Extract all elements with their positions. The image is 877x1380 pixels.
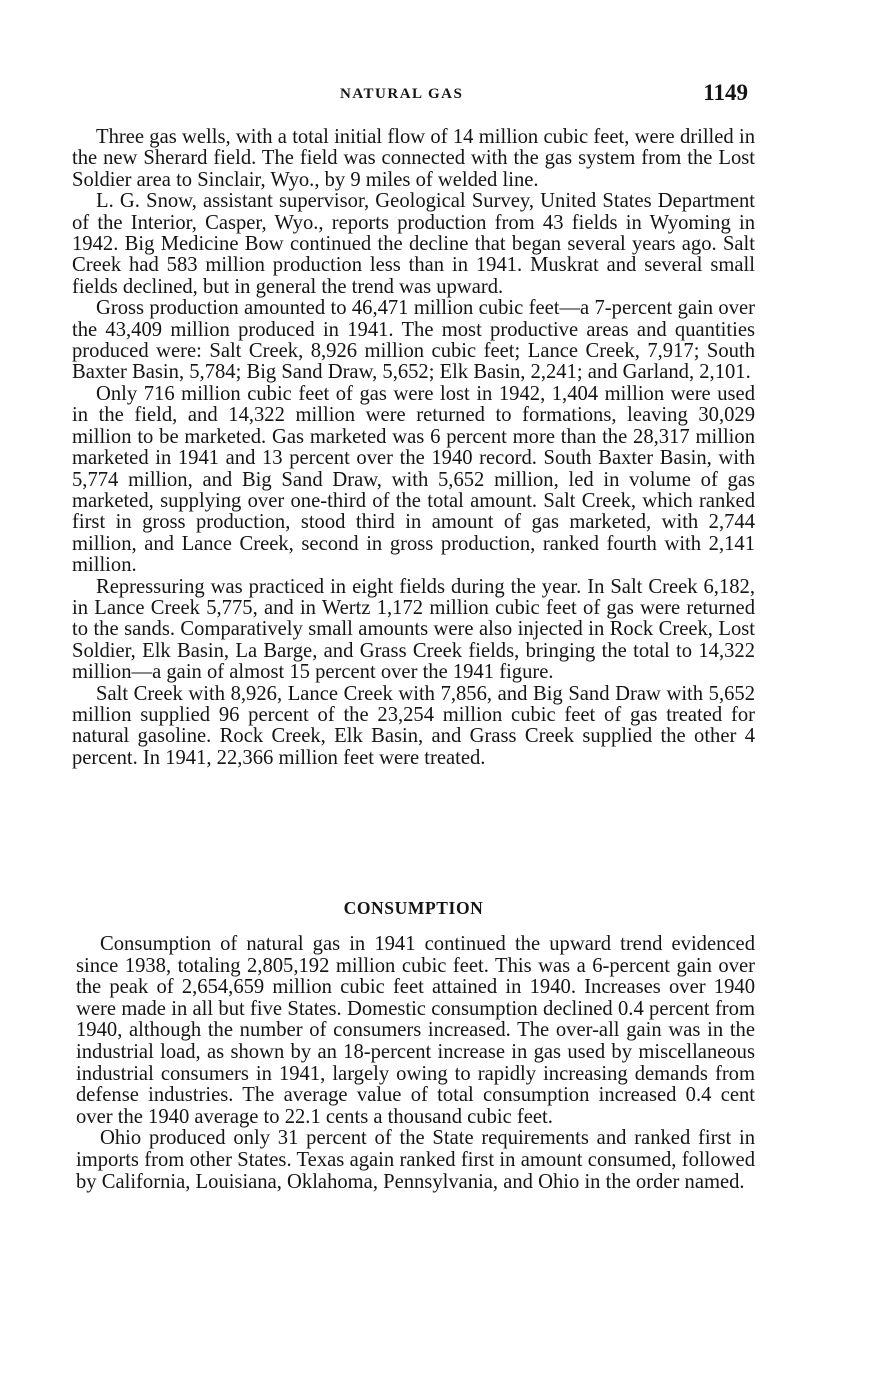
paragraph-natural-gasoline: Salt Creek with 8,926, Lance Creek with 7,856, and Big Sand Draw with 5,652 million supplied 96 percent of the 23,254 million cubic feet of gas treated for natural gasoline. Rock Creek, Elk Basin, and Grass Creek supplied the other 4 percent. In 1941, 22,366 million feet were treated. bbox=[72, 682, 755, 769]
page-number: 1149 bbox=[703, 80, 748, 105]
paragraph-consumption-trend: Consumption of natural gas in 1941 continued the upward trend evidenced since 1938, totaling 2,805,192 million cubic feet. This was a 6-percent gain over the peak of 2,654,659 million cubic feet attained in 1940. Increases over 1940 were made in all but five States. Domestic consumption declined 0.4 percent from 1940, although the number of consumers increased. The over-all gain was in the industrial load, as shown by an 18-percent increase in gas used by miscellaneous industrial consumers in 1941, largely owing to rapidly increasing demands from defense industries. The average value of total consumption increased 0.4 cent over the 1940 average to 22.1 cents a thousand cubic feet. bbox=[76, 933, 755, 1128]
running-head bbox=[72, 82, 752, 112]
consumption-body-text bbox=[76, 934, 755, 1193]
paragraph-gross-production: Gross production amounted to 46,471 million cubic feet—a 7-percent gain over the 43,409 million produced in 1941. The most productive areas and quantities produced were: Salt Creek, 8,926 million cubic feet; Lance Creek, 7,917; South Baxter Basin, 5,784; Big Sand Draw, 5,652; Elk Basin, 2,241; and Garland, 2,101. bbox=[72, 297, 755, 384]
body-text bbox=[72, 127, 755, 769]
paragraph-ohio-requirements: Ohio produced only 31 percent of the State requirements and ranked first in imports from other States. Texas again ranked first in amount consumed, followed by California, Louisiana, Oklahoma, Pennsylvania, and Ohio in the order named. bbox=[76, 1127, 755, 1193]
running-title: NATURAL GAS bbox=[340, 86, 464, 102]
paragraph-repressuring: Repressuring was practiced in eight fields during the year. In Salt Creek 6,182, in Lance Creek 5,775, and in Wertz 1,172 million cubic feet of gas were returned to the sands. Comparatively small amounts were also injected in Rock Creek, Lost Soldier, Elk Basin, La Barge, and Grass Creek fields, bringing the total to 14,322 million—a gain of almost 15 percent over the 1941 figure. bbox=[72, 575, 755, 684]
paragraph-sherard-field: Three gas wells, with a total initial flow of 14 million cubic feet, were drilled in the new Sherard field. The field was connected with the gas system from the Lost Soldier area to Sinclair, Wyo., by 9 miles of welded line. bbox=[72, 126, 755, 191]
section-heading-consumption: CONSUMPTION bbox=[343, 898, 484, 918]
paragraph-snow-report: L. G. Snow, assistant supervisor, Geological Survey, United States Department of the Interior, Casper, Wyo., reports production from 43 fields in Wyoming in 1942. Big Medicine Bow continued the decline that began several years ago. Salt Creek had 583 million production less than in 1941. Muskrat and several small fields declined, but in general the trend was upward. bbox=[72, 190, 755, 298]
paragraph-gas-marketed: Only 716 million cubic feet of gas were lost in 1942, 1,404 million were used in the field, and 14,322 million were returned to formations, leaving 30,029 million to be marketed. Gas marketed was 6 percent more than the 28,317 million marketed in 1941 and 13 percent over the 1940 record. South Baxter Basin, with 5,774 million, and Big Sand Draw, with 5,652 million, led in volume of gas marketed, supplying over one-third of the total amount. Salt Creek, which ranked first in gross production, stood third in amount of gas marketed, with 2,744 million, and Lance Creek, second in gross production, ranked fourth with 2,141 million. bbox=[72, 382, 755, 577]
